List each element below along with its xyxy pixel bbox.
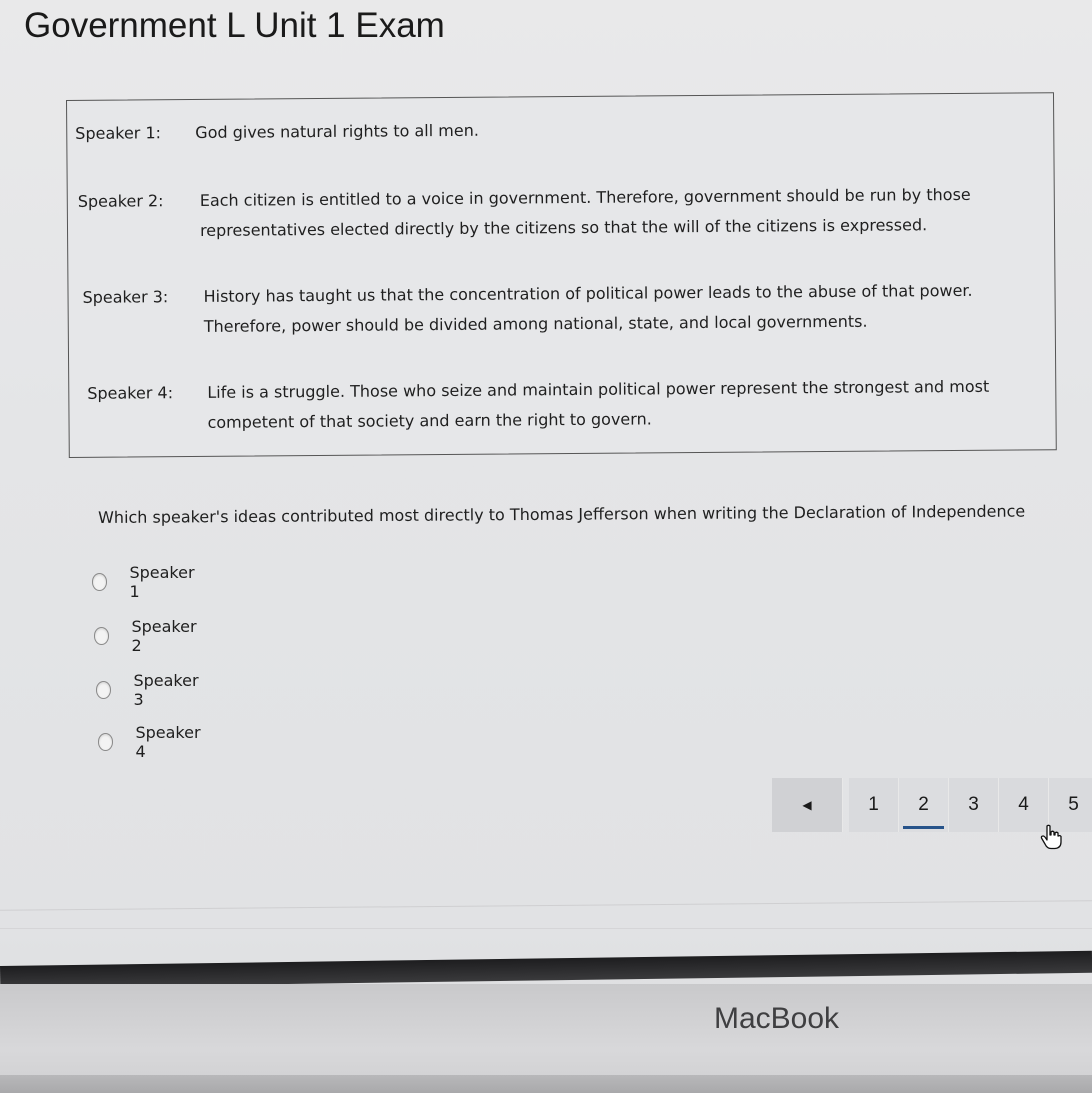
speaker-statement: God gives natural rights to all men. xyxy=(195,120,479,142)
choice-speaker-3[interactable] xyxy=(96,671,201,709)
radio-button-icon[interactable] xyxy=(96,681,111,699)
speaker-label: Speaker 1: xyxy=(75,123,162,143)
radio-button-icon[interactable] xyxy=(94,627,109,645)
page-button-4[interactable]: 4 xyxy=(999,778,1049,832)
speaker-statement: History has taught us that the concentration of political power leads to the abuse of that power. Therefore, power should be divided among national, state, and local governments. xyxy=(203,280,973,336)
radio-button-icon[interactable] xyxy=(92,573,107,591)
choice-label: Speaker 4 xyxy=(135,723,201,761)
speaker-label: Speaker 3: xyxy=(82,287,169,307)
hand-pointer-icon xyxy=(1040,824,1062,850)
divider xyxy=(0,928,1092,929)
page-button-2-current[interactable]: 2 xyxy=(899,778,949,832)
choice-speaker-4[interactable] xyxy=(98,723,203,761)
choice-label: Speaker 3 xyxy=(133,671,199,709)
page-button-1[interactable]: 1 xyxy=(849,778,899,832)
divider xyxy=(0,900,1092,911)
screen-bezel xyxy=(0,951,1092,988)
radio-button-icon[interactable] xyxy=(98,733,113,751)
speaker-label: Speaker 4: xyxy=(87,383,174,403)
speaker-label: Speaker 2: xyxy=(77,191,164,211)
choice-label: Speaker 2 xyxy=(131,617,197,655)
question-text: Which speaker's ideas contributed most directly to Thomas Jefferson when writing the Declaration of Independence xyxy=(98,501,1026,527)
choice-label: Speaker 1 xyxy=(129,563,195,601)
choice-speaker-1[interactable] xyxy=(92,563,197,601)
triangle-left-icon: ◀ xyxy=(802,798,812,812)
page-button-3[interactable]: 3 xyxy=(949,778,999,832)
speaker-passage-box xyxy=(66,92,1057,458)
laptop-edge xyxy=(0,1075,1092,1093)
previous-page-button[interactable] xyxy=(772,778,843,832)
speaker-statement: Each citizen is entitled to a voice in government. Therefore, government should be run by those representatives elected directly by the citizens so that the will of the citizens is expressed. xyxy=(199,184,971,240)
speaker-statement: Life is a struggle. Those who seize and maintain political power represent the strongest and most competent of that society and earn the right to govern. xyxy=(207,376,990,432)
page-title: Government L Unit 1 Exam xyxy=(24,6,445,45)
choice-speaker-2[interactable] xyxy=(94,617,199,655)
page-button-5[interactable]: 5 xyxy=(1049,778,1092,832)
device-brand-label: MacBook xyxy=(714,1002,840,1035)
